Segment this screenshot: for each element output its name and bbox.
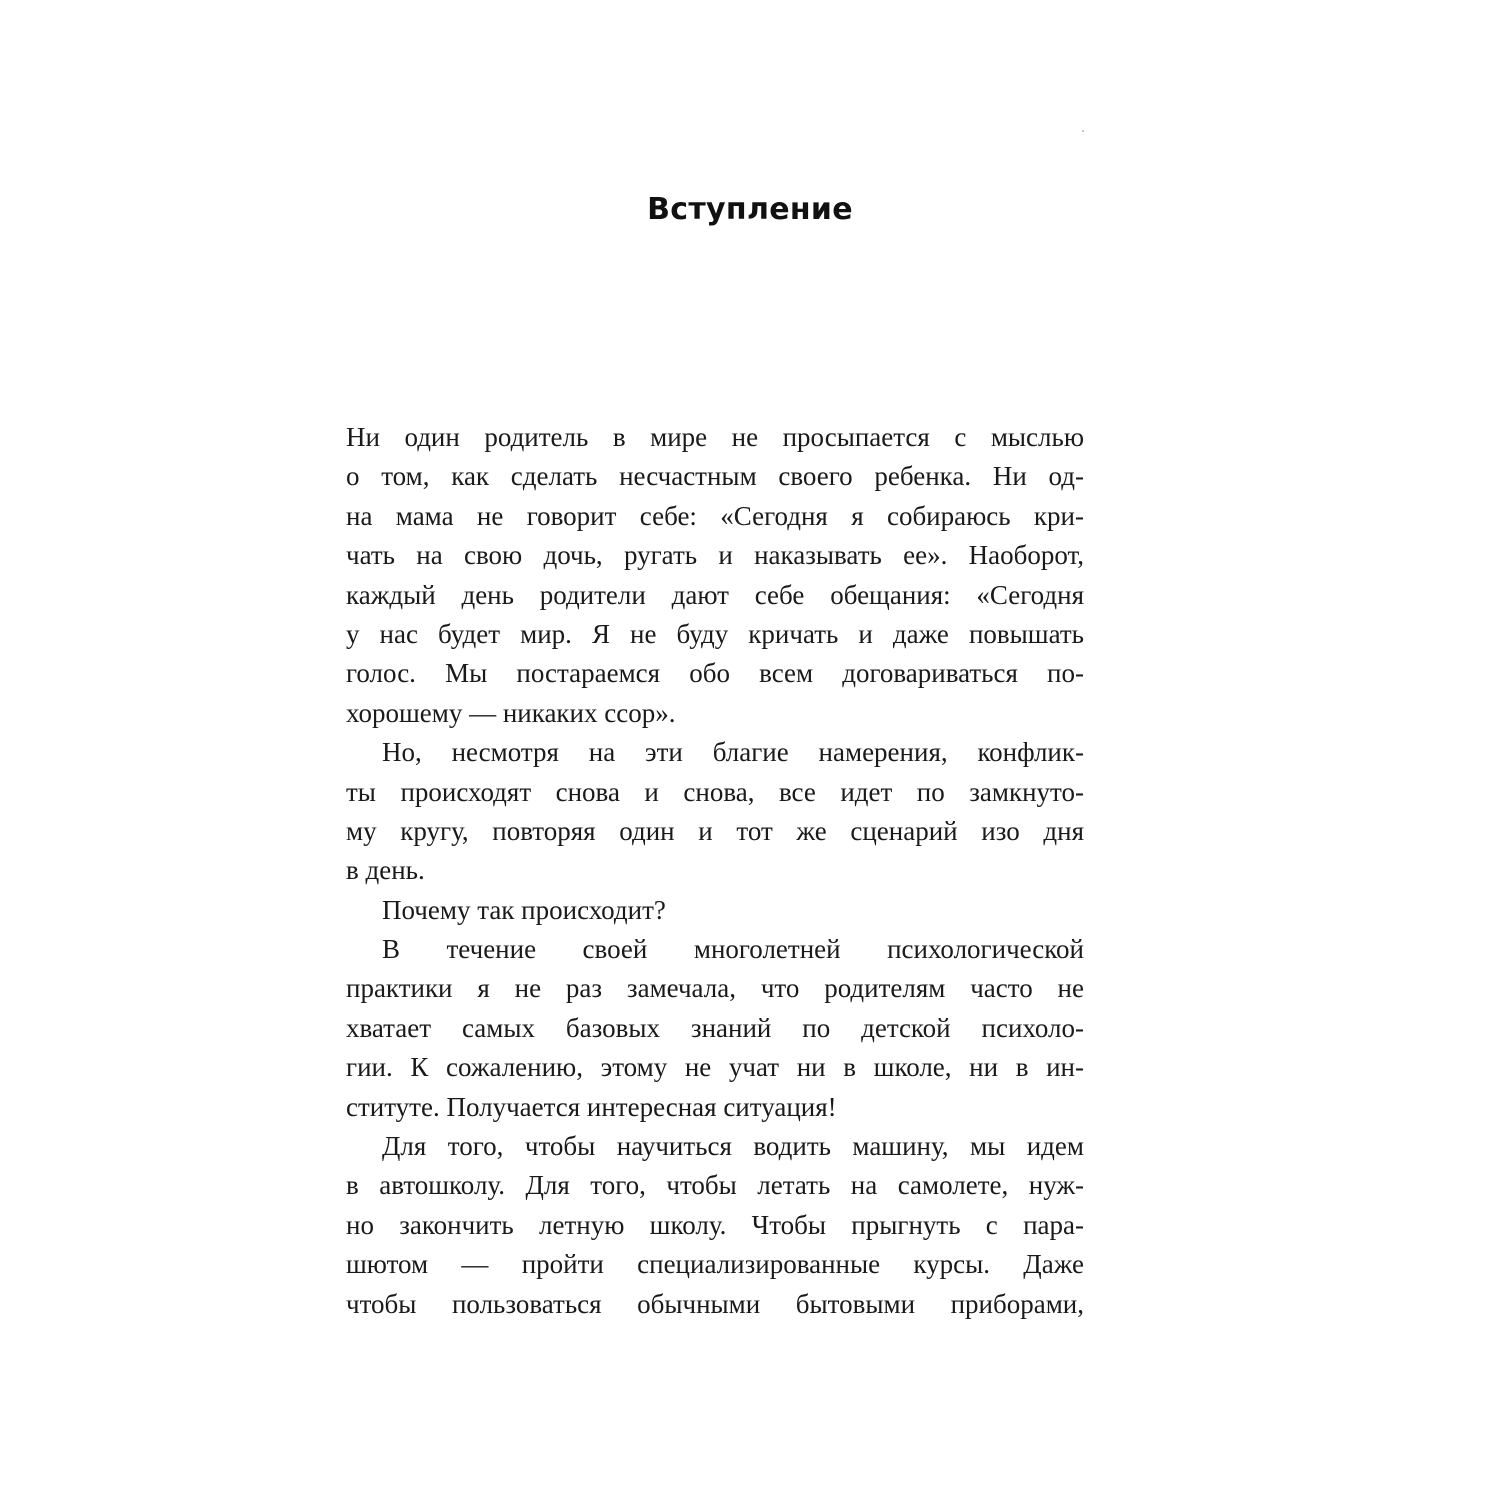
text-line: чать на свою дочь, ругать и наказывать ее». Наоборот, (346, 540, 1084, 571)
text-line: но закончить летную школу. Чтобы прыгнуть с пара- (346, 1209, 1084, 1240)
text-line: в автошколу. Для того, чтобы летать на самолете, нуж- (346, 1170, 1084, 1201)
text-line: Но, несмотря на эти благие намерения, конфлик- (382, 737, 1084, 768)
corner-mark (1082, 130, 1084, 132)
text-line: Для того, чтобы научиться водить машину, мы идем (382, 1131, 1084, 1162)
text-line: в день. (346, 855, 425, 886)
text-line: Почему так происходит? (382, 894, 666, 925)
text-line: голос. Мы постараемся обо всем договариваться по- (346, 658, 1084, 689)
text-line: гии. К сожалению, этому не учат ни в школе, ни в ин- (346, 1052, 1084, 1083)
text-line: у нас будет мир. Я не буду кричать и даже повышать (346, 618, 1084, 649)
text-line: шютом — пройти специализированные курсы. Даже (346, 1249, 1084, 1280)
text-line: В течение своей многолетней психологической (382, 934, 1084, 965)
text-line: каждый день родители дают себе обещания: «Сегодня (346, 579, 1084, 610)
chapter-heading: Вступление (647, 192, 853, 227)
text-line: на мама не говорит себе: «Сегодня я собираюсь кри- (346, 500, 1084, 531)
text-line: хорошему — никаких ссор». (346, 697, 676, 728)
text-line: Ни один родитель в мире не просыпается с мыслью (346, 422, 1084, 452)
text-line: чтобы пользоваться обычными бытовыми приборами, (346, 1288, 1084, 1319)
text-line: хватает самых базовых знаний по детской психоло- (346, 1012, 1084, 1043)
text-line: о том, как сделать несчастным своего ребенка. Ни од- (346, 461, 1084, 492)
text-line: му кругу, повторяя один и тот же сценарий изо дня (346, 815, 1084, 846)
body-text (346, 418, 1084, 1324)
text-line: ты происходят снова и снова, все идет по замкнуто- (346, 776, 1084, 807)
text-line: практики я не раз замечала, что родителям часто не (346, 973, 1084, 1004)
text-line: ституте. Получается интересная ситуация! (346, 1091, 837, 1122)
